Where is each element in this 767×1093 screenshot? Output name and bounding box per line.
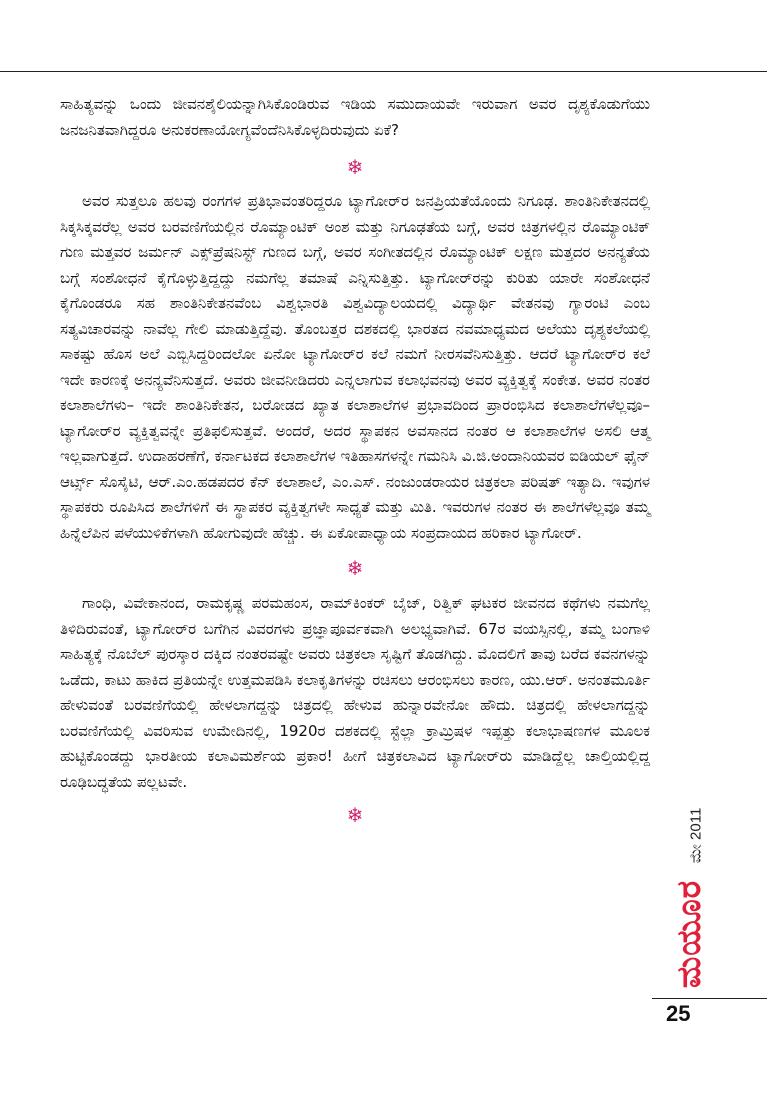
article-body: [60, 92, 650, 825]
issue-date-text: ಮೇ 2011: [687, 807, 705, 863]
section-separator-icon: ❄: [346, 155, 364, 179]
issue-date-label: [684, 804, 708, 866]
magazine-name-text: ಮಯೂರ: [669, 879, 708, 989]
header-rule: [0, 71, 767, 72]
section-separator-icon: ❄: [346, 556, 364, 580]
paragraph-tagore-painting: ಗಾಂಧಿ, ವಿವೇಕಾನಂದ, ರಾಮಕೃಷ್ಣ ಪರಮಹಂಸ, ರಾಮ್‌ಕಿಂಕರ್ ಬೈಜ್, ರಿತ್ವಿಕ್ ಘಟಕರ ಜೀವನದ ಕಥೆಗಳು ನಮಗೆಲ್ಲ ತಿಳಿದಿರುವಂತೆ, ಟ್ಯಾಗೋರ್‌ರ ಬಗೆಗಿನ ವಿವರಗಳು ಪ್ರಜ್ಞಾಪೂರ್ವಕವಾಗಿ ಅಲಭ್ಯವಾಗಿವೆ. 67ರ ವಯಸ್ಸಿನಲ್ಲಿ, ತಮ್ಮ ಬಂಗಾಳಿ ಸಾಹಿತ್ಯಕ್ಕೆ ನೊಬೆಲ್ ಪುರಸ್ಕಾರ ದಕ್ಕಿದ ನಂತರವಷ್ಟೇ ಅವರು ಚಿತ್ರಕಲಾ ಸೃಷ್ಟಿಗೆ ತೊಡಗಿದ್ದು. ಮೊದಲಿಗೆ ತಾವು ಬರೆದ ಕವನಗಳನ್ನು ಒಡೆದು, ಕಾಟು ಹಾಕಿದ ಪ್ರತಿಯನ್ನೇ ಉತ್ತಮಪಡಿಸಿ ಕಲಾಕೃತಿಗಳನ್ನು ರಚಿಸಲು ಆರಂಭಿಸಲು ಕಾರಣ, ಯು.ಆರ್. ಅನಂತಮೂರ್ತಿ ಹೇಳುವಂತೆ ಬರವಣಿಗೆಯಲ್ಲಿ ಹೇಳಲಾಗದ್ದನ್ನು ಚಿತ್ರದಲ್ಲಿ ಹೇಳುವ ಹುನ್ನಾರವೇನೋ ಹೌದು. ಚಿತ್ರದಲ್ಲಿ ಹೇಳಲಾಗದ್ದನ್ನು ಬರವಣಿಗೆಯಲ್ಲಿ ವಿವರಿಸುವ ಉಮೇದಿನಲ್ಲಿ, 1920ರ ದಶಕದಲ್ಲಿ ಸ್ಟೆಲ್ಲಾ ಕ್ರಾಮ್ರಿಷಳ ಇಪ್ಪತ್ತು ಕಲಾಭಾಷಣಗಳ ಮೂಲಕ ಹುಟ್ಟಿಕೊಂಡದ್ದು ಭಾರತೀಯ ಕಲಾವಿಮರ್ಶೆಯ ಪ್ರಕಾರ! ಹೀಗೆ ಚಿತ್ರಕಲಾವಿದ ಟ್ಯಾಗೋರ್‌ರು ಮಾಡಿದ್ದೆಲ್ಲ ಚಾಲ್ತಿಯಲ್ಲಿದ್ದ ರೂಢಿಬದ್ಧತೆಯ ಪಲ್ಲಟವೇ.: [60, 594, 650, 791]
magazine-masthead: [668, 880, 710, 988]
footer-rule: [652, 998, 767, 999]
page-number: 25: [666, 1001, 691, 1026]
section-separator-icon: ❄: [346, 803, 364, 827]
paragraph-intro: ಸಾಹಿತ್ಯವನ್ನು ಒಂದು ಜೀವನಶೈಲಿಯನ್ನಾಗಿಸಿಕೊಂಡಿರುವ ಇಡಿಯ ಸಮುದಾಯವೇ ಇರುವಾಗ ಅವರ ದೃಶ್ಯಕೊಡುಗೆಯು ಜನಜನಿತವಾಗಿದ್ದರೂ ಅನುಕರಣಾಯೋಗ್ಯವೆಂದೆನಿಸಿಕೊಳ್ಳದಿರುವುದು ಏಕೆ?: [60, 95, 650, 139]
paragraph-tagore-popularity: ಅವರ ಸುತ್ತಲೂ ಹಲವು ರಂಗಗಳ ಪ್ರತಿಭಾವಂತರಿದ್ದರೂ ಟ್ಯಾಗೋರ್‌ರ ಜನಪ್ರಿಯತೆಯೊಂದು ನಿಗೂಢ. ಶಾಂತಿನಿಕೇತನದಲ್ಲಿ ಸಿಕ್ಕಸಿಕ್ಕವರೆಲ್ಲ ಅವರ ಬರವಣಿಗೆಯಲ್ಲಿನ ರೊಮ್ಯಾಂಟಿಕ್ ಅಂಶ ಮತ್ತು ನಿಗೂಢತೆಯ ಬಗ್ಗೆ, ಅವರ ಚಿತ್ರಗಳಲ್ಲಿನ ರೊಮ್ಯಾಂಟಿಕ್ ಗುಣ ಮತ್ತವರ ಜರ್ಮನ್ ಎಕ್ಸ್‌ಪ್ರೆಷನಿಸ್ಟ್ ಗುಣದ ಬಗ್ಗೆ, ಅವರ ಸಂಗೀತದಲ್ಲಿನ ರೊಮ್ಯಾಂಟಿಕ್ ಲಕ್ಷಣ ಮತ್ತದರ ಅನನ್ಯತೆಯ ಬಗ್ಗೆ ಸಂಶೋಧನೆ ಕೈಗೊಳ್ಳುತ್ತಿದ್ದದ್ದು ನಮಗೆಲ್ಲ ತಮಾಷೆ ಎನ್ನಿಸುತ್ತಿತ್ತು. ಟ್ಯಾಗೋರ್‌ರನ್ನು ಕುರಿತು ಯಾರೇ ಸಂಶೋಧನೆ ಕೈಗೊಂಡರೂ ಸಹ ಶಾಂತಿನಿಕೇತನವೆಂಬ ವಿಶ್ವಭಾರತಿ ವಿಶ್ವವಿದ್ಯಾಲಯದಲ್ಲಿ ವಿದ್ಯಾರ್ಥಿ ವೇತನವು ಗ್ಯಾರಂಟಿ ಎಂಬ ಸತ್ಯವಿಚಾರವನ್ನು ನಾವೆಲ್ಲ ಗೇಲಿ ಮಾಡುತ್ತಿದ್ದೆವು. ತೊಂಬತ್ತರ ದಶಕದಲ್ಲಿ ಭಾರತದ ನವಮಾಧ್ಯಮದ ಅಲೆಯು ದೃಶ್ಯಕಲೆಯಲ್ಲಿ ಸಾಕಷ್ಟು ಹೊಸ ಅಲೆ ಎಬ್ಬಿಸಿದ್ದರಿಂದಲೋ ಏನೋ ಟ್ಯಾಗೋರ್‌ರ ಕಲೆ ನಮಗೆ ನೀರಸವೆನಿಸುತ್ತಿತ್ತು. ಆದರೆ ಟ್ಯಾಗೋರ್‌ರ ಕಲೆ ಇದೇ ಕಾರಣಕ್ಕೆ ಅನನ್ಯವೆನಿಸುತ್ತದೆ. ಅವರು ಜೀವನೀಡಿದರು ಎನ್ನಲಾಗುವ ಕಲಾಭವನವು ಅವರ ವ್ಯಕ್ತಿತ್ವಕ್ಕೆ ಸಂಕೇತ. ಅವರ ನಂತರ ಕಲಾಶಾಲೆಗಳು– ಇದೇ ಶಾಂತಿನಿಕೇತನ, ಬರೋಡದ ಖ್ಯಾತ ಕಲಾಶಾಲೆಗಳ ಪ್ರಭಾವದಿಂದ ಪ್ರಾರಂಭಿಸಿದ ಕಲಾಶಾಲೆಗಳೆಲ್ಲವೂ– ಟ್ಯಾಗೋರ್‌ರ ವ್ಯಕ್ತಿತ್ವವನ್ನೇ ಪ್ರತಿಫಲಿಸುತ್ತವೆ. ಅಂದರೆ, ಅದರ ಸ್ಥಾಪಕನ ಅವಸಾನದ ನಂತರ ಆ ಕಲಾಶಾಲೆಗಳ ಅಸಲಿ ಆತ್ಮ ಇಲ್ಲವಾಗುತ್ತದೆ. ಉದಾಹರಣೆಗೆ, ಕರ್ನಾಟಕದ ಕಲಾಶಾಲೆಗಳ ಇತಿಹಾಸಗಳನ್ನೇ ಗಮನಿಸಿ ವಿ.ಜಿ.ಅಂದಾನಿಯವರ ಐಡಿಯಲ್ ಫೈನ್ ಆರ್ಟ್ಸ್ ಸೊಸೈಟಿ, ಆರ್.ಎಂ.ಹಡಪದರ ಕೆನ್ ಕಲಾಶಾಲೆ, ಎಂ.ಎಸ್. ನಂಜುಂಡರಾಯರ ಚಿತ್ರಕಲಾ ಪರಿಷತ್ ಇತ್ಯಾದಿ. ಇವುಗಳ ಸ್ಥಾಪಕರು ರೂಪಿಸಿದ ಶಾಲೆಗಳಿಗೆ ಈ ಸ್ಥಾಪಕರ ವ್ಯಕ್ತಿತ್ವಗಳೇ ಸಾಧ್ಯತೆ ಮತ್ತು ಮಿತಿ. ಇವರುಗಳ ನಂತರ ಈ ಶಾಲೆಗಳೆಲ್ಲವೂ ತಮ್ಮ ಹಿನ್ನೆಲೆಪಿನ ಪಳೆಯುಳಿಕೆಗಳಾಗಿ ಹೋಗುವುದೇ ಹೆಚ್ಚು. ಈ ಏಕೋಪಾಧ್ಯಾಯ ಸಂಪ್ರದಾಯದ ಹರಿಕಾರ ಟ್ಯಾಗೋರ್.: [60, 192, 650, 542]
